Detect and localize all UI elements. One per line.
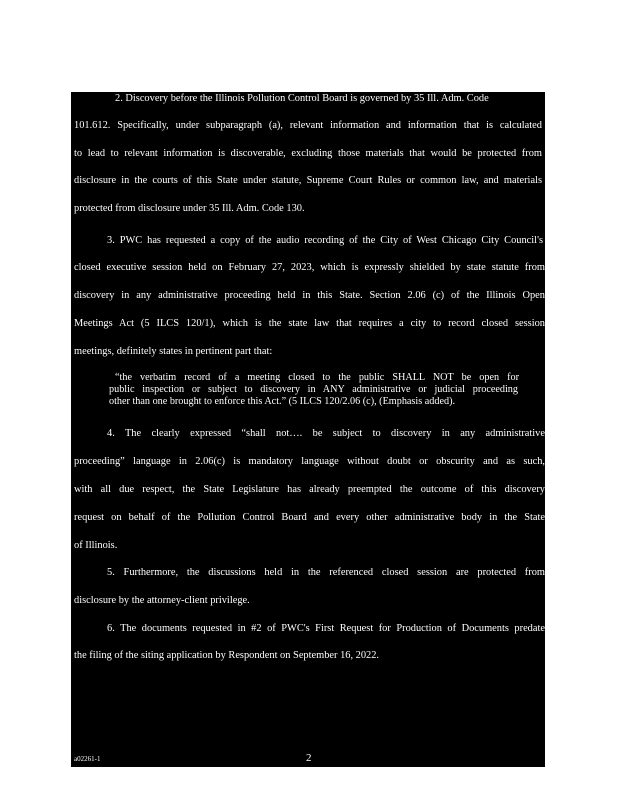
- paragraph-4-line: request on behalf of the Pollution Control Board and every other administrative body in the State: [74, 512, 545, 523]
- paragraph-3-line: Meetings Act (5 ILCS 120/1), which is the state law that requires a city to record closed session: [74, 318, 545, 329]
- paragraph-3-line: discovery in any administrative proceeding held in this State. Section 2.06 (c) of the Illinois Open: [74, 290, 545, 301]
- paragraph-2-line: 101.612. Specifically, under subparagraph (a), relevant information and information that is calculated: [74, 120, 542, 131]
- paragraph-5-line: 5. Furthermore, the discussions held in the referenced closed session are protected from: [107, 567, 545, 578]
- paragraph-3-line: 3. PWC has requested a copy of the audio recording of the City of West Chicago City Council's: [107, 235, 543, 246]
- paragraph-5-line: disclosure by the attorney-client privilege.: [74, 595, 250, 606]
- paragraph-6-line: the filing of the siting application by Respondent on September 16, 2022.: [74, 650, 380, 661]
- block-quote-line: public inspection or subject to discovery in ANY administrative or judicial proceeding: [109, 384, 518, 395]
- page-number: 2: [306, 752, 312, 764]
- block-quote-line: other than one brought to enforce this Act.” (5 ILCS 120/2.06 (c), (Emphasis added).: [109, 396, 456, 407]
- paragraph-2-line: to lead to relevant information is discoverable, excluding those materials that would be protected from: [74, 148, 542, 159]
- paragraph-4-line: of Illinois.: [74, 540, 118, 551]
- paragraph-4-line: with all due respect, the State Legislature has already preempted the outcome of this discovery: [74, 484, 545, 495]
- paragraph-3-line: meetings, definitely states in pertinent part that:: [74, 346, 273, 357]
- paragraph-4-line: proceeding” language in 2.06(c) is mandatory language without doubt or obscurity and as such,: [74, 456, 545, 467]
- block-quote-line: “the verbatim record of a meeting closed to the public SHALL NOT be open for: [115, 372, 519, 383]
- document-id: a02261-1: [74, 755, 101, 763]
- paragraph-2-line: protected from disclosure under 35 Ill. Adm. Code 130.: [74, 203, 305, 214]
- paragraph-3-line: closed executive session held on February 27, 2023, which is expressly shielded by state statute from: [74, 262, 545, 273]
- paragraph-2-line: disclosure in the courts of this State under statute, Supreme Court Rules or common law, and materials: [74, 175, 542, 186]
- paragraph-6-line: 6. The documents requested in #2 of PWC's First Request for Production of Documents predate: [107, 623, 545, 634]
- paragraph-2-line: 2. Discovery before the Illinois Pollution Control Board is governed by 35 Ill. Adm. Code: [115, 93, 489, 104]
- document-page: [71, 92, 545, 767]
- paragraph-4-line: 4. The clearly expressed “shall not…. be subject to discovery in any administrative: [107, 428, 545, 439]
